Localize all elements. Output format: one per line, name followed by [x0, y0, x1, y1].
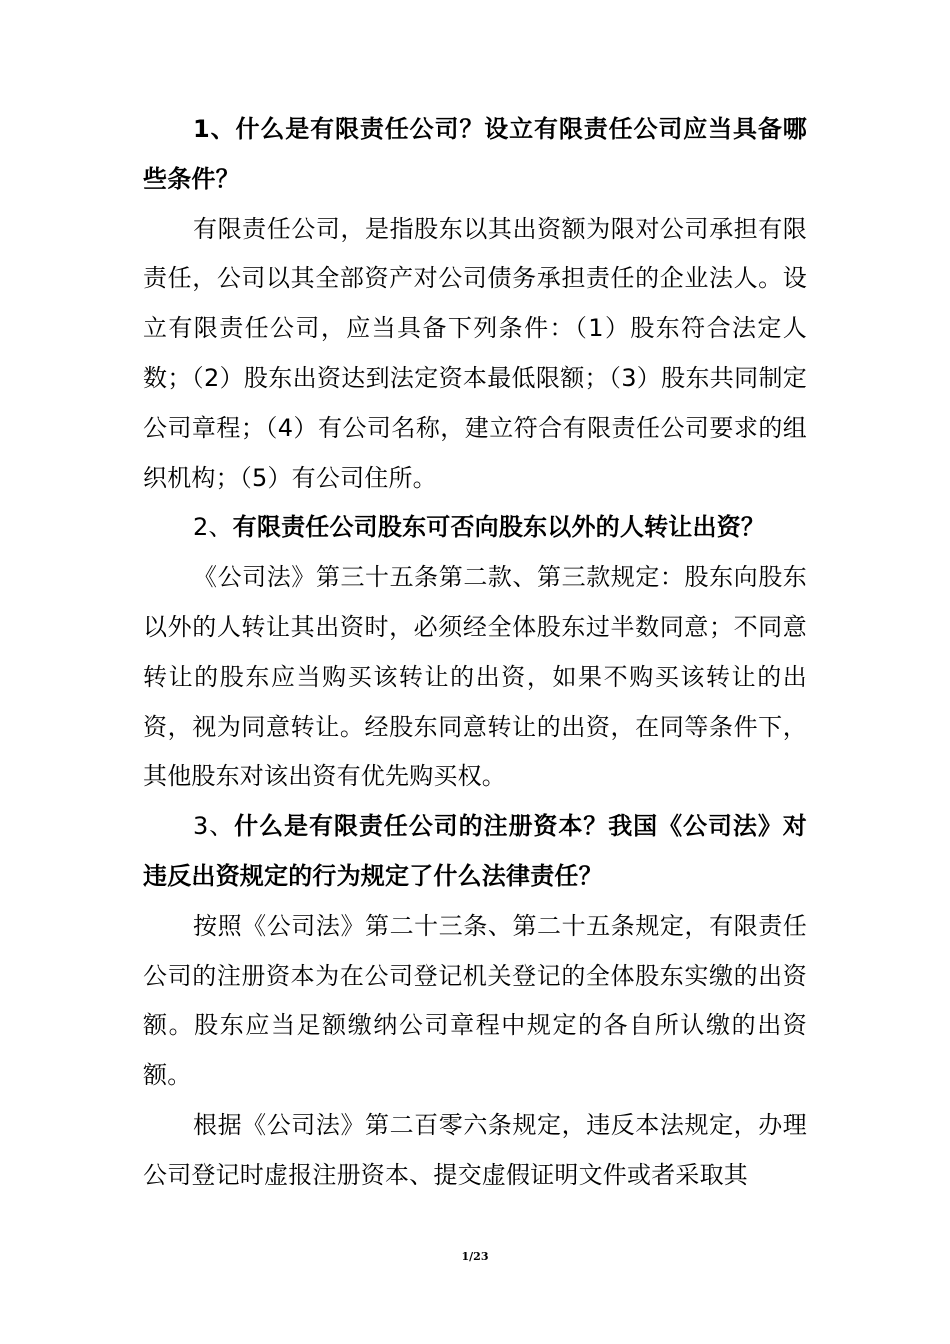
question-2-title: 有限责任公司股东可否向股东以外的人转让出资？	[232, 513, 766, 542]
question-3-answer-paragraph-2: 根据《公司法》第二百零六条规定，违反本法规定，办理公司登记时虚报注册资本、提交虚假证明文件或者采取其	[143, 1110, 807, 1189]
question-1-heading: 1、什么是有限责任公司？设立有限责任公司应当具备哪些条件？	[143, 115, 807, 193]
question-3-heading	[143, 802, 807, 902]
document-page	[143, 105, 807, 1201]
question-3-title: 什么是有限责任公司的注册资本？我国《公司法》对违反出资规定的行为规定了什么法律责任？	[143, 812, 807, 890]
question-1-answer: 有限责任公司，是指股东以其出资额为限对公司承担有限责任，公司以其全部资产对公司债务承担责任的企业法人。设立有限责任公司，应当具备下列条件：（1）股东符合法定人数；（2）股东出资达到法定资本最低限额；（3）股东共同制定公司章程；（4）有公司名称，建立符合有限责任公司要求的组织机构；（5）有公司住所。	[143, 214, 807, 492]
question-2-answer: 《公司法》第三十五条第二款、第三款规定：股东向股东以外的人转让其出资时，必须经全体股东过半数同意；不同意转让的股东应当购买该转让的出资，如果不购买该转让的出资，视为同意转让。经股东同意转让的出资，在同等条件下，其他股东对该出资有优先购买权。	[143, 563, 807, 791]
page-number: 1/23	[461, 1250, 489, 1263]
question-3-number: 3、	[193, 812, 235, 841]
question-3-answer-paragraph-1: 按照《公司法》第二十三条、第二十五条规定，有限责任公司的注册资本为在公司登记机关登记的全体股东实缴的出资额。股东应当足额缴纳公司章程中规定的各自所认缴的出资额。	[143, 911, 807, 1090]
question-2-number: 2、	[193, 513, 233, 542]
question-2-heading	[143, 503, 807, 553]
